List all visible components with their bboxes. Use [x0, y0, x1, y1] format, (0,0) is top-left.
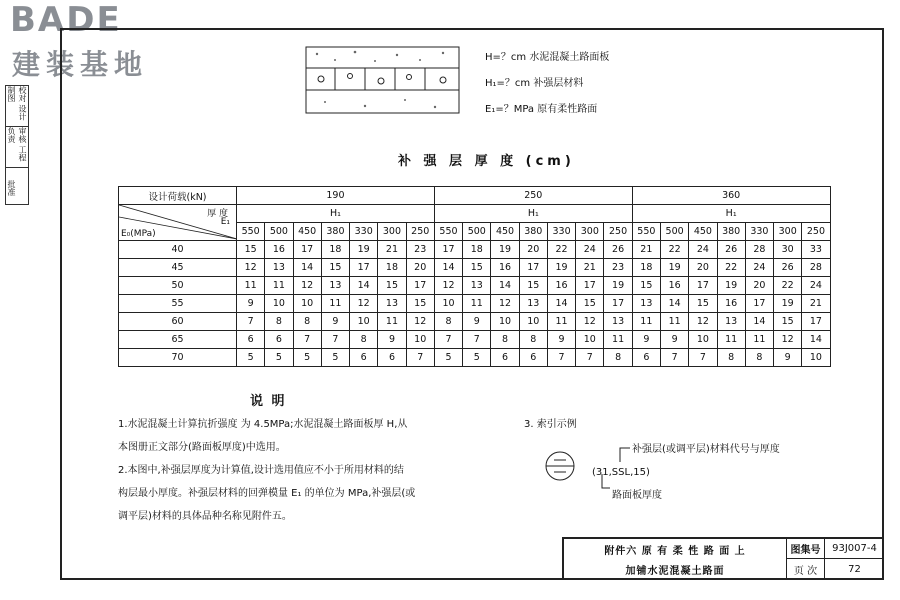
table-cell: 22: [717, 259, 745, 277]
table-cell: 13: [378, 295, 406, 313]
table-cell: 17: [293, 241, 321, 259]
table-cell: 14: [434, 259, 462, 277]
header-e1-value: 330: [350, 223, 378, 241]
table-cell: 9: [547, 331, 575, 349]
table-cell: 8: [434, 313, 462, 331]
row-e0: 70: [119, 349, 237, 367]
note-line: 构层最小厚度。补强层材料的回弹模量 E₁ 的单位为 MPa,补强层(或: [118, 488, 416, 499]
table-cell: 14: [491, 277, 519, 295]
table-cell: 21: [632, 241, 660, 259]
header-e1-value: 380: [321, 223, 349, 241]
table-cell: 10: [802, 349, 830, 367]
table-cell: 13: [265, 259, 293, 277]
table-cell: 8: [350, 331, 378, 349]
table-cell: 12: [774, 331, 802, 349]
header-e1-value: 330: [745, 223, 773, 241]
table-title: 补 强 层 厚 度 (cm): [398, 154, 575, 169]
table-cell: 15: [774, 313, 802, 331]
row-e0: 55: [119, 295, 237, 313]
table-cell: 19: [350, 241, 378, 259]
table-cell: 6: [519, 349, 547, 367]
reinforcement-table: [118, 186, 831, 367]
header-load: 360: [632, 187, 830, 205]
table-cell: 15: [519, 277, 547, 295]
table-cell: 20: [519, 241, 547, 259]
table-cell: 17: [689, 277, 717, 295]
header-e1-value: 450: [491, 223, 519, 241]
table-cell: 13: [463, 277, 491, 295]
row-e0: 45: [119, 259, 237, 277]
table-cell: 16: [547, 277, 575, 295]
atlas-label: 图集号: [786, 539, 824, 559]
table-cell: 7: [547, 349, 575, 367]
title-line-1: 附件六 原 有 柔 性 路 面 上: [604, 545, 746, 557]
row-e0: 50: [119, 277, 237, 295]
table-cell: 12: [406, 313, 434, 331]
table-cell: 21: [802, 295, 830, 313]
table-cell: 19: [660, 259, 688, 277]
table-cell: 15: [321, 259, 349, 277]
header-e1-value: 250: [406, 223, 434, 241]
table-cell: 7: [237, 313, 265, 331]
table-cell: 22: [547, 241, 575, 259]
table-cell: 28: [745, 241, 773, 259]
header-h1: H₁: [237, 205, 435, 223]
table-cell: 21: [576, 259, 604, 277]
table-cell: 7: [463, 331, 491, 349]
table-cell: 18: [321, 241, 349, 259]
table-cell: 9: [378, 331, 406, 349]
table-cell: 6: [378, 349, 406, 367]
header-e1-value: 250: [802, 223, 830, 241]
note-line: 调平层)材料的具体品种名称见附件五。: [118, 511, 292, 522]
page-value: 72: [824, 559, 884, 580]
note-line: 1.水泥混凝土计算抗折强度 为 4.5MPa;水泥混凝土路面板厚 H,从: [118, 419, 408, 430]
table-cell: 9: [660, 331, 688, 349]
table-cell: 10: [689, 331, 717, 349]
table-cell: 11: [265, 277, 293, 295]
table-cell: 10: [265, 295, 293, 313]
table-cell: 17: [406, 277, 434, 295]
table-cell: 11: [237, 277, 265, 295]
header-load-label: 设计荷载(kN): [119, 187, 237, 205]
table-cell: 8: [519, 331, 547, 349]
header-e1-label: E₁: [220, 217, 230, 227]
table-cell: 26: [774, 259, 802, 277]
table-cell: 6: [632, 349, 660, 367]
table-row: [119, 241, 831, 259]
table-cell: 15: [689, 295, 717, 313]
table-cell: 19: [774, 295, 802, 313]
note-line: 本图册正文部分(路面板厚度)中选用。: [118, 442, 286, 453]
table-cell: 28: [802, 259, 830, 277]
table-cell: 16: [717, 295, 745, 313]
title-block: [562, 537, 884, 580]
table-cell: 24: [802, 277, 830, 295]
table-cell: 15: [632, 277, 660, 295]
label-h: H=？cm 水泥混凝土路面板: [485, 52, 610, 63]
table-cell: 12: [576, 313, 604, 331]
header-thickness-label: 厚 度: [207, 209, 228, 219]
table-cell: 5: [293, 349, 321, 367]
table-cell: 17: [576, 277, 604, 295]
table-cell: 16: [660, 277, 688, 295]
table-cell: 17: [604, 295, 632, 313]
header-load: 250: [434, 187, 632, 205]
table-cell: 13: [632, 295, 660, 313]
table-cell: 10: [434, 295, 462, 313]
table-cell: 14: [350, 277, 378, 295]
table-cell: 10: [576, 331, 604, 349]
table-cell: 11: [463, 295, 491, 313]
header-e1-value: 300: [576, 223, 604, 241]
table-cell: 18: [632, 259, 660, 277]
table-cell: 16: [265, 241, 293, 259]
table-cell: 20: [406, 259, 434, 277]
table-cell: 8: [491, 331, 519, 349]
table-cell: 24: [576, 241, 604, 259]
header-e1-value: 330: [547, 223, 575, 241]
index-top-label: 补强层(或调平层)材料代号与厚度: [632, 444, 780, 455]
table-cell: 26: [604, 241, 632, 259]
header-e0-label: E₀(MPa): [121, 229, 156, 239]
table-cell: 19: [547, 259, 575, 277]
table-cell: 5: [463, 349, 491, 367]
label-e1: E₁=？MPa 原有柔性路面: [485, 104, 598, 115]
table-cell: 7: [434, 331, 462, 349]
table-cell: 14: [745, 313, 773, 331]
table-cell: 20: [689, 259, 717, 277]
table-cell: 10: [293, 295, 321, 313]
table-row: [119, 277, 831, 295]
table-cell: 15: [576, 295, 604, 313]
table-cell: 30: [774, 241, 802, 259]
strip-cell: 校对 设计 制图: [6, 86, 28, 127]
table-cell: 12: [237, 259, 265, 277]
title-line-2: 加铺水泥混凝土路面: [625, 566, 725, 577]
table-cell: 11: [321, 295, 349, 313]
table-cell: 6: [491, 349, 519, 367]
index-bottom-label: 路面板厚度: [612, 490, 662, 501]
table-cell: 26: [717, 241, 745, 259]
strip-cell: 批准: [7, 180, 16, 196]
header-e1-value: 550: [237, 223, 265, 241]
table-cell: 7: [660, 349, 688, 367]
table-cell: 6: [237, 331, 265, 349]
table-cell: 11: [604, 331, 632, 349]
table-cell: 33: [802, 241, 830, 259]
table-cell: 6: [350, 349, 378, 367]
header-row-h1: [119, 205, 831, 223]
index-example-title: 3. 索引示例: [524, 419, 577, 430]
table-cell: 15: [406, 295, 434, 313]
header-e1-value: 250: [604, 223, 632, 241]
table-cell: 10: [406, 331, 434, 349]
header-e1-value: 550: [632, 223, 660, 241]
table-cell: 23: [604, 259, 632, 277]
table-cell: 18: [378, 259, 406, 277]
row-e0: 65: [119, 331, 237, 349]
table-cell: 14: [293, 259, 321, 277]
strip-cell: 审核 工程负责: [6, 127, 28, 168]
table-cell: 15: [237, 241, 265, 259]
table-row: [119, 259, 831, 277]
table-cell: 22: [660, 241, 688, 259]
table-cell: 19: [604, 277, 632, 295]
table-cell: 22: [774, 277, 802, 295]
table-cell: 10: [491, 313, 519, 331]
logo-bade: BADE: [10, 0, 122, 40]
table-cell: 9: [774, 349, 802, 367]
table-cell: 15: [378, 277, 406, 295]
table-cell: 17: [519, 259, 547, 277]
header-e1-value: 300: [774, 223, 802, 241]
table-cell: 11: [717, 331, 745, 349]
header-e1-value: 380: [519, 223, 547, 241]
table-cell: 17: [802, 313, 830, 331]
table-cell: 11: [745, 331, 773, 349]
table-row: [119, 331, 831, 349]
table-cell: 5: [237, 349, 265, 367]
table-cell: 8: [717, 349, 745, 367]
header-e1-value: 380: [717, 223, 745, 241]
table-cell: 11: [660, 313, 688, 331]
table-cell: 12: [350, 295, 378, 313]
table-cell: 8: [265, 313, 293, 331]
label-h1: H₁=？cm 补强层材料: [485, 78, 584, 89]
table-cell: 8: [293, 313, 321, 331]
pavement-section-diagram: [305, 46, 460, 114]
table-cell: 19: [491, 241, 519, 259]
table-cell: 5: [265, 349, 293, 367]
table-cell: 12: [434, 277, 462, 295]
table-cell: 9: [632, 331, 660, 349]
table-cell: 11: [378, 313, 406, 331]
table-cell: 17: [434, 241, 462, 259]
table-cell: 7: [293, 331, 321, 349]
table-cell: 12: [293, 277, 321, 295]
table-cell: 13: [321, 277, 349, 295]
table-cell: 15: [463, 259, 491, 277]
table-cell: 24: [745, 259, 773, 277]
table-row: [119, 313, 831, 331]
table-cell: 8: [604, 349, 632, 367]
table-cell: 12: [689, 313, 717, 331]
table-cell: 5: [434, 349, 462, 367]
atlas-value: 93J007-4: [824, 539, 884, 559]
header-e1-value: 500: [463, 223, 491, 241]
table-cell: 20: [745, 277, 773, 295]
note-line: 2.本图中,补强层厚度为计算值,设计选用值应不小于所用材料的结: [118, 465, 404, 476]
table-cell: 7: [689, 349, 717, 367]
table-cell: 17: [350, 259, 378, 277]
table-row: [119, 295, 831, 313]
header-e1-value: 500: [265, 223, 293, 241]
page-label: 页 次: [786, 559, 824, 580]
index-code: (31,SSL,15): [592, 467, 650, 478]
header-e1-value: 300: [378, 223, 406, 241]
row-e0: 60: [119, 313, 237, 331]
table-cell: 14: [802, 331, 830, 349]
table-cell: 7: [321, 331, 349, 349]
header-e1-value: 550: [434, 223, 462, 241]
table-cell: 13: [604, 313, 632, 331]
table-cell: 7: [576, 349, 604, 367]
table-cell: 18: [463, 241, 491, 259]
header-e1-value: 500: [660, 223, 688, 241]
table-cell: 5: [321, 349, 349, 367]
logo-subtitle: 建装基地: [12, 48, 149, 81]
table-cell: 9: [321, 313, 349, 331]
table-cell: 11: [632, 313, 660, 331]
header-h1: H₁: [632, 205, 830, 223]
table-cell: 19: [717, 277, 745, 295]
table-row: [119, 349, 831, 367]
table-cell: 8: [745, 349, 773, 367]
header-load: 190: [237, 187, 435, 205]
header-h1: H₁: [434, 205, 632, 223]
table-cell: 10: [519, 313, 547, 331]
table-cell: 23: [406, 241, 434, 259]
table-cell: 13: [717, 313, 745, 331]
header-diagonal: [119, 205, 237, 241]
table-cell: 10: [350, 313, 378, 331]
header-e1-value: 450: [689, 223, 717, 241]
table-cell: 9: [463, 313, 491, 331]
table-cell: 12: [491, 295, 519, 313]
table-cell: 14: [547, 295, 575, 313]
header-row-loads: [119, 187, 831, 205]
table-cell: 16: [491, 259, 519, 277]
notes-block: [118, 413, 498, 528]
table-cell: 6: [265, 331, 293, 349]
table-cell: 21: [378, 241, 406, 259]
approval-strip: [5, 85, 29, 205]
header-e1-value: 450: [293, 223, 321, 241]
table-cell: 14: [660, 295, 688, 313]
notes-title: 说 明: [250, 394, 287, 409]
row-e0: 40: [119, 241, 237, 259]
table-cell: 7: [406, 349, 434, 367]
table-cell: 9: [237, 295, 265, 313]
table-cell: 17: [745, 295, 773, 313]
table-cell: 24: [689, 241, 717, 259]
table-cell: 11: [547, 313, 575, 331]
table-cell: 13: [519, 295, 547, 313]
